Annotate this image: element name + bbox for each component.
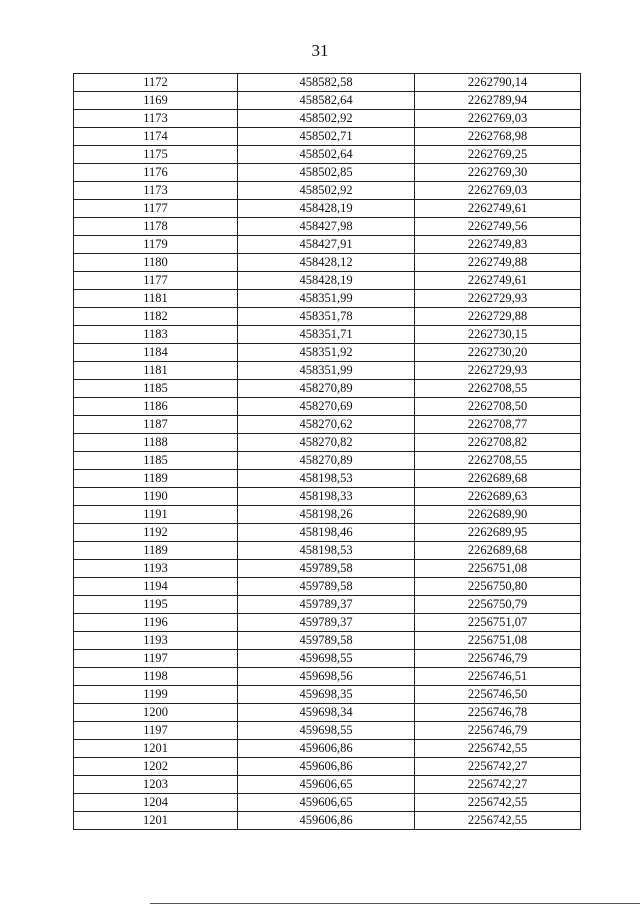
y-coordinate-cell: 2262689,68 [415,542,581,560]
x-coordinate-cell: 458351,78 [238,308,415,326]
point-number-cell: 1178 [74,218,238,236]
y-coordinate-cell: 2256746,50 [415,686,581,704]
x-coordinate-cell: 458351,99 [238,362,415,380]
point-number-cell: 1204 [74,794,238,812]
table-row [74,776,581,794]
x-coordinate-cell: 459698,34 [238,704,415,722]
y-coordinate-cell: 2256742,27 [415,776,581,794]
point-number-cell: 1181 [74,290,238,308]
table-row [74,812,581,830]
y-coordinate-cell: 2256750,79 [415,596,581,614]
table-row [74,254,581,272]
point-number-cell: 1183 [74,326,238,344]
point-number-cell: 1198 [74,668,238,686]
y-coordinate-cell: 2256751,08 [415,632,581,650]
y-coordinate-cell: 2262749,61 [415,272,581,290]
table-row [74,236,581,254]
point-number-cell: 1172 [74,74,238,92]
x-coordinate-cell: 458502,71 [238,128,415,146]
table-row [74,218,581,236]
y-coordinate-cell: 2262769,03 [415,110,581,128]
point-number-cell: 1179 [74,236,238,254]
x-coordinate-cell: 459606,65 [238,776,415,794]
point-number-cell: 1202 [74,758,238,776]
point-number-cell: 1200 [74,704,238,722]
x-coordinate-cell: 458198,33 [238,488,415,506]
x-coordinate-cell: 458351,71 [238,326,415,344]
table-row [74,488,581,506]
x-coordinate-cell: 458428,19 [238,272,415,290]
y-coordinate-cell: 2256746,78 [415,704,581,722]
x-coordinate-cell: 459698,55 [238,722,415,740]
point-number-cell: 1189 [74,542,238,560]
x-coordinate-cell: 459698,55 [238,650,415,668]
table-row [74,758,581,776]
table-row [74,470,581,488]
x-coordinate-cell: 459789,37 [238,596,415,614]
x-coordinate-cell: 458198,26 [238,506,415,524]
y-coordinate-cell: 2256751,08 [415,560,581,578]
point-number-cell: 1191 [74,506,238,524]
table-row [74,578,581,596]
table-row [74,92,581,110]
table-row [74,704,581,722]
y-coordinate-cell: 2262768,98 [415,128,581,146]
table-row [74,380,581,398]
x-coordinate-cell: 458270,89 [238,452,415,470]
point-number-cell: 1173 [74,110,238,128]
table-body [74,74,581,830]
point-number-cell: 1174 [74,128,238,146]
x-coordinate-cell: 458351,99 [238,290,415,308]
point-number-cell: 1197 [74,650,238,668]
y-coordinate-cell: 2256746,79 [415,722,581,740]
y-coordinate-cell: 2256746,51 [415,668,581,686]
table-row [74,524,581,542]
point-number-cell: 1195 [74,596,238,614]
y-coordinate-cell: 2256746,79 [415,650,581,668]
point-number-cell: 1197 [74,722,238,740]
point-number-cell: 1199 [74,686,238,704]
point-number-cell: 1185 [74,380,238,398]
table-row [74,434,581,452]
point-number-cell: 1182 [74,308,238,326]
point-number-cell: 1201 [74,812,238,830]
x-coordinate-cell: 459789,58 [238,632,415,650]
x-coordinate-cell: 458428,12 [238,254,415,272]
y-coordinate-cell: 2262730,20 [415,344,581,362]
x-coordinate-cell: 459606,86 [238,812,415,830]
y-coordinate-cell: 2256742,55 [415,740,581,758]
table-row [74,668,581,686]
point-number-cell: 1186 [74,398,238,416]
table-row [74,596,581,614]
x-coordinate-cell: 458198,53 [238,542,415,560]
table-row [74,416,581,434]
point-number-cell: 1190 [74,488,238,506]
x-coordinate-cell: 458502,64 [238,146,415,164]
point-number-cell: 1192 [74,524,238,542]
table-row [74,632,581,650]
x-coordinate-cell: 459789,58 [238,578,415,596]
point-number-cell: 1193 [74,632,238,650]
y-coordinate-cell: 2262730,15 [415,326,581,344]
x-coordinate-cell: 459789,58 [238,560,415,578]
table-row [74,686,581,704]
point-number-cell: 1180 [74,254,238,272]
table-row [74,308,581,326]
x-coordinate-cell: 459606,86 [238,740,415,758]
x-coordinate-cell: 459606,65 [238,794,415,812]
x-coordinate-cell: 458270,69 [238,398,415,416]
y-coordinate-cell: 2262769,25 [415,146,581,164]
x-coordinate-cell: 458427,91 [238,236,415,254]
point-number-cell: 1181 [74,362,238,380]
point-number-cell: 1177 [74,272,238,290]
table-row [74,344,581,362]
y-coordinate-cell: 2262769,03 [415,182,581,200]
x-coordinate-cell: 458198,46 [238,524,415,542]
x-coordinate-cell: 458270,82 [238,434,415,452]
table-row [74,362,581,380]
table-row [74,560,581,578]
y-coordinate-cell: 2262749,56 [415,218,581,236]
y-coordinate-cell: 2256742,27 [415,758,581,776]
y-coordinate-cell: 2262790,14 [415,74,581,92]
y-coordinate-cell: 2262689,95 [415,524,581,542]
point-number-cell: 1173 [74,182,238,200]
y-coordinate-cell: 2262749,61 [415,200,581,218]
y-coordinate-cell: 2262749,88 [415,254,581,272]
y-coordinate-cell: 2262708,77 [415,416,581,434]
table-row [74,200,581,218]
x-coordinate-cell: 459698,56 [238,668,415,686]
table-row [74,452,581,470]
y-coordinate-cell: 2262749,83 [415,236,581,254]
y-coordinate-cell: 2256751,07 [415,614,581,632]
point-number-cell: 1187 [74,416,238,434]
x-coordinate-cell: 458270,89 [238,380,415,398]
table-row [74,542,581,560]
point-number-cell: 1176 [74,164,238,182]
x-coordinate-cell: 458502,92 [238,110,415,128]
x-coordinate-cell: 459789,37 [238,614,415,632]
table-row [74,164,581,182]
y-coordinate-cell: 2262708,82 [415,434,581,452]
table-row [74,614,581,632]
table-row [74,506,581,524]
table-row [74,794,581,812]
x-coordinate-cell: 458582,58 [238,74,415,92]
point-number-cell: 1189 [74,470,238,488]
y-coordinate-cell: 2256742,55 [415,812,581,830]
x-coordinate-cell: 459698,35 [238,686,415,704]
y-coordinate-cell: 2262769,30 [415,164,581,182]
table-row [74,272,581,290]
point-number-cell: 1177 [74,200,238,218]
table-row [74,650,581,668]
point-number-cell: 1175 [74,146,238,164]
x-coordinate-cell: 458428,19 [238,200,415,218]
point-number-cell: 1169 [74,92,238,110]
table-row [74,110,581,128]
y-coordinate-cell: 2262708,55 [415,452,581,470]
x-coordinate-cell: 458270,62 [238,416,415,434]
y-coordinate-cell: 2262689,90 [415,506,581,524]
x-coordinate-cell: 458198,53 [238,470,415,488]
page-number: 31 [311,41,329,60]
point-number-cell: 1185 [74,452,238,470]
point-number-cell: 1193 [74,560,238,578]
point-number-cell: 1184 [74,344,238,362]
x-coordinate-cell: 458582,64 [238,92,415,110]
table-row [74,740,581,758]
y-coordinate-cell: 2262789,94 [415,92,581,110]
table-row [74,182,581,200]
x-coordinate-cell: 458427,98 [238,218,415,236]
table-row [74,722,581,740]
table-row [74,146,581,164]
x-coordinate-cell: 458502,92 [238,182,415,200]
y-coordinate-cell: 2262729,93 [415,290,581,308]
y-coordinate-cell: 2256742,55 [415,794,581,812]
table-row [74,128,581,146]
y-coordinate-cell: 2262689,63 [415,488,581,506]
y-coordinate-cell: 2262708,55 [415,380,581,398]
y-coordinate-cell: 2262689,68 [415,470,581,488]
point-number-cell: 1203 [74,776,238,794]
coordinates-table [73,73,581,830]
x-coordinate-cell: 458351,92 [238,344,415,362]
table-row [74,398,581,416]
point-number-cell: 1194 [74,578,238,596]
table-row [74,74,581,92]
point-number-cell: 1201 [74,740,238,758]
scan-edge-line [150,903,640,904]
y-coordinate-cell: 2256750,80 [415,578,581,596]
table-row [74,326,581,344]
y-coordinate-cell: 2262729,93 [415,362,581,380]
y-coordinate-cell: 2262708,50 [415,398,581,416]
table-row [74,290,581,308]
point-number-cell: 1188 [74,434,238,452]
x-coordinate-cell: 459606,86 [238,758,415,776]
point-number-cell: 1196 [74,614,238,632]
y-coordinate-cell: 2262729,88 [415,308,581,326]
x-coordinate-cell: 458502,85 [238,164,415,182]
